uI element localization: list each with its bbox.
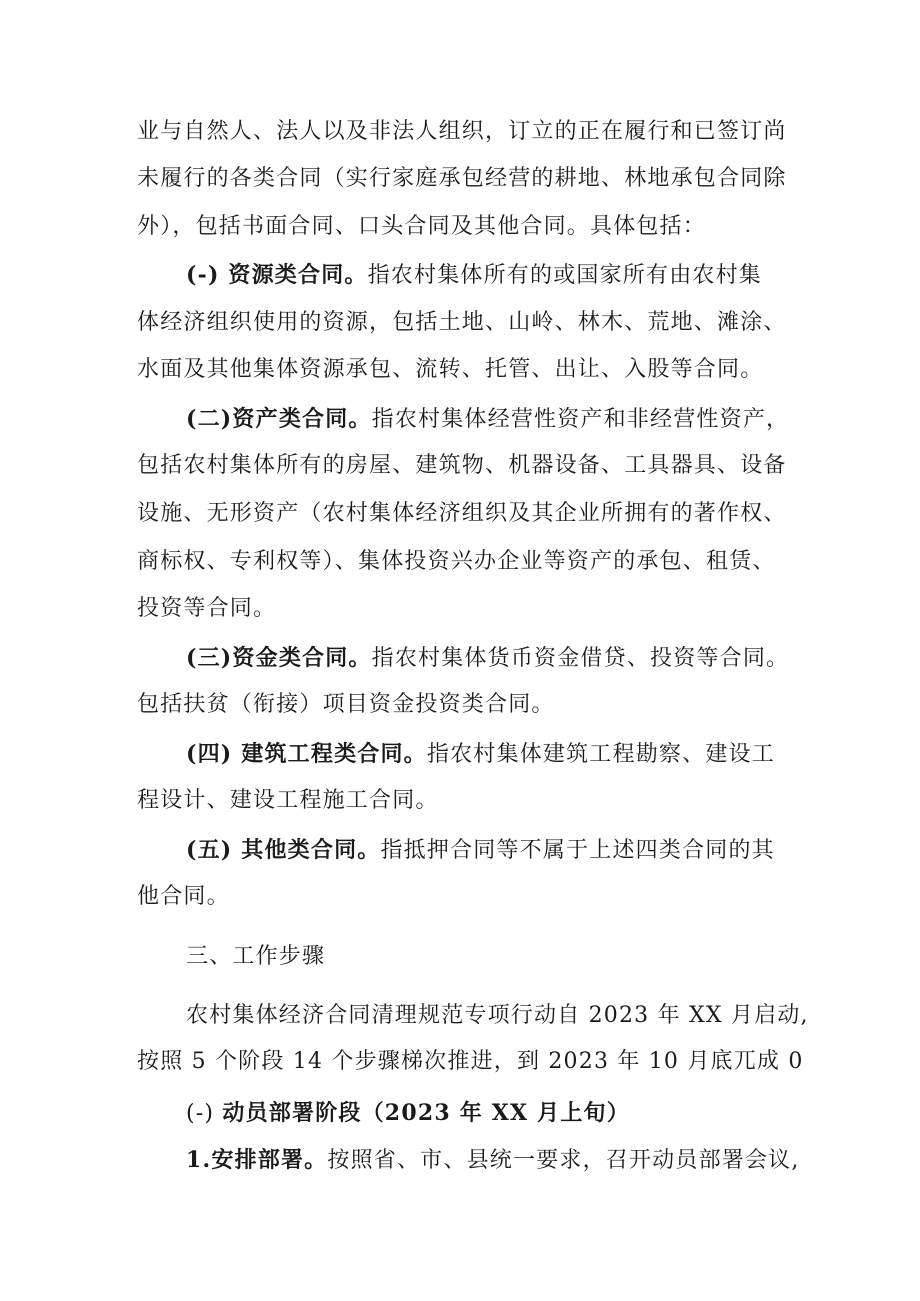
item-text: 指农村集体经营性资产和非经营性资产， [371, 407, 790, 432]
text-line: 外），包括书面合同、口头合同及其他合同。具体包括： [137, 214, 707, 239]
item-text: 指农村集体建筑工程勘察、建设工 [426, 742, 775, 767]
subsection-prefix: (-) [186, 1101, 223, 1126]
item-label: (-) 资源类合同。 [186, 262, 368, 288]
subsection-title: 动员部署阶段（2023 年 XX 月上旬） [222, 1100, 630, 1126]
subsection-heading [186, 1098, 798, 1128]
text-line: 体经济组织使用的资源，包括土地、山岭、林木、荒地、滩涂、 [137, 310, 787, 335]
item-label: (三)资金类合同。 [186, 645, 372, 671]
text-line: 水面及其他集体资源承包、流转、托管、出让、入股等合同。 [137, 357, 764, 382]
item-text: 指农村集体所有的或国家所有由农村集 [367, 263, 763, 288]
item-text: 指抵押合同等不属于上述四类合同的其 [380, 838, 775, 863]
text-line: 包括扶贫（衔接）项目资金投资类合同。 [137, 692, 555, 717]
item-text: 按照省、市、县统一要求，召开动员部署会议, [327, 1148, 800, 1173]
text-line: 按照 5 个阶段 14 个步骤梯次推进，到 2023 年 10 月底兀成 0 [137, 1049, 804, 1074]
text-line: 包括农村集体所有的房屋、建筑物、机器设备、工具器具、设备 [137, 453, 787, 478]
text-line: 业与自然人、法人以及非法人组织，订立的正在履行和已签订尚 [137, 119, 787, 144]
item-label: (二)资产类合同。 [186, 406, 372, 432]
item-label: (四) 建筑工程类合同。 [186, 741, 427, 767]
text-line: 他合同。 [137, 884, 230, 909]
text-line: 程设计、建设工程施工合同。 [137, 788, 439, 813]
text-line: 农村集体经济合同清理规范专项行动自 2023 年 XX 月启动, [186, 1003, 809, 1028]
text-line: 商标权、专利权等）、集体投资兴办企业等资产的承包、租赁、 [137, 549, 776, 574]
paragraph-asset-contracts [186, 404, 798, 434]
item-label: 1.安排部署。 [186, 1147, 328, 1173]
paragraph-other-contracts [186, 835, 798, 865]
text-line: 未履行的各类合同（实行家庭承包经营的耕地、林地承包合同除 [137, 166, 787, 191]
paragraph-construction-contracts [186, 739, 798, 769]
section-heading: 三、工作步骤 [186, 944, 326, 969]
item-text: 指农村集体货币资金借贷、投资等合同。 [371, 646, 790, 671]
text-line: 设施、无形资产（农村集体经济组织及其企业所拥有的著作权、 [137, 501, 787, 526]
item-label: (五) 其他类合同。 [186, 837, 381, 863]
paragraph-arrangement [186, 1145, 798, 1175]
paragraph-fund-contracts [186, 643, 798, 673]
paragraph-resource-contracts [186, 260, 798, 290]
text-line: 投资等合同。 [137, 596, 277, 621]
